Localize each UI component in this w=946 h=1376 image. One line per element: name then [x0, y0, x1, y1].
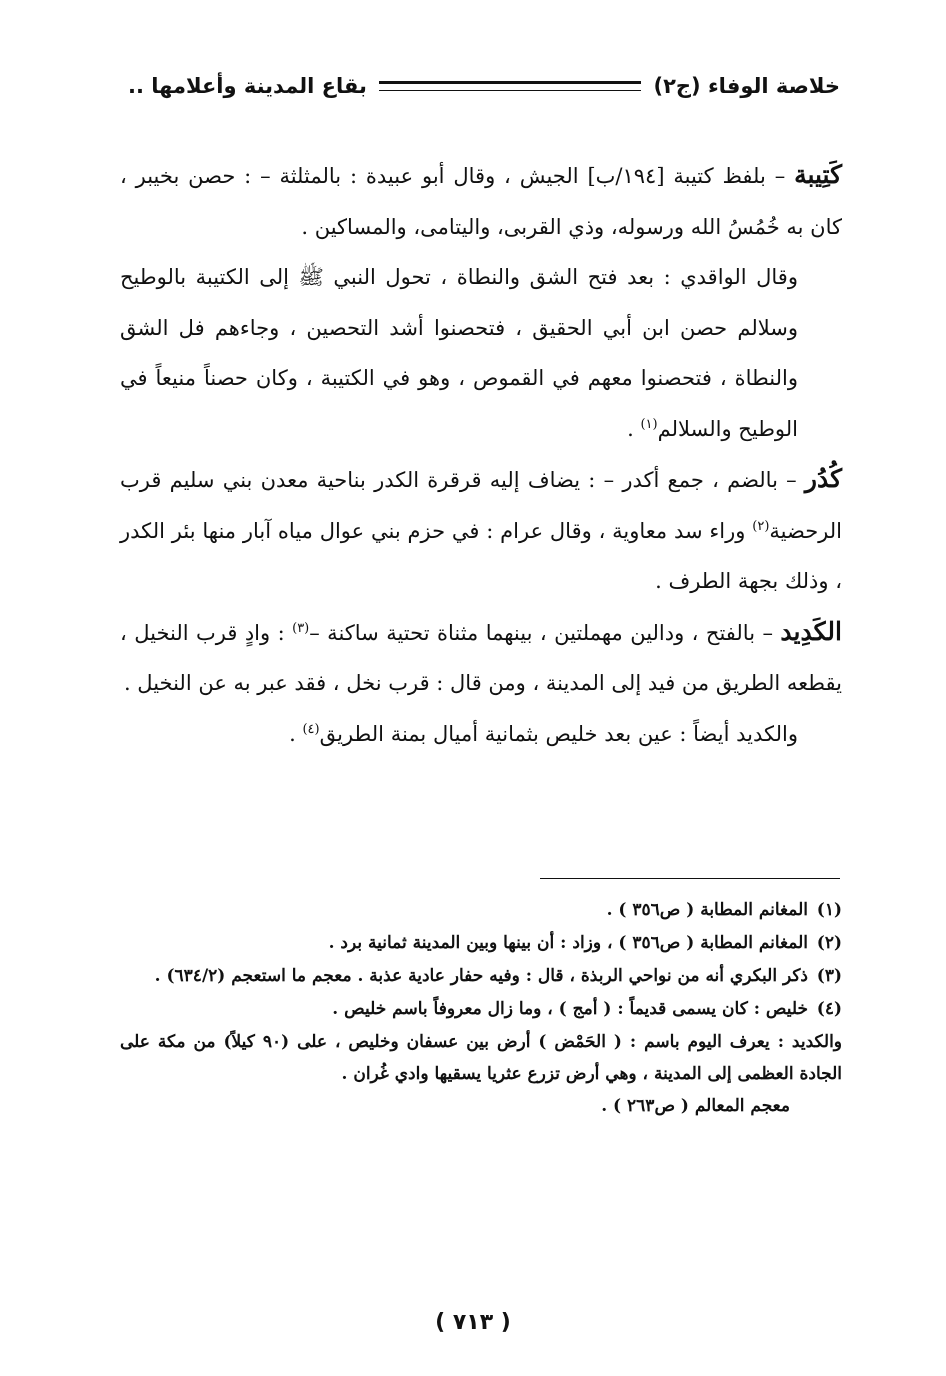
entry-text: – بالفتح ، ودالين مهملتين ، بينهما مثناة تحتية ساكنة – — [309, 620, 781, 645]
footnote-2 — [120, 927, 842, 959]
footnote-body — [120, 927, 808, 959]
footnote-4-continued — [120, 1026, 842, 1122]
footnote-line: المغانم المطابة ( ص٣٥٦ ) . — [606, 900, 808, 920]
paragraph-waqidi — [120, 252, 842, 454]
paragraph-text: والكديد أيضاً : عين بعد خليص بثمانية أميال بمنة الطريق — [319, 721, 798, 746]
footnote-3 — [120, 960, 842, 992]
page-number: ( ٧١٣ ) — [435, 1310, 511, 1335]
paragraph-text: وقال الواقدي : بعد فتح الشق والنطاة ، تحول النبي ﷺ إلى الكتيبة بالوطيح وسلالم حصن ابن أبي الحقيق ، فتحصنوا أشد التحصين ، وجاءهم فل الشق والنطاة ، فتحصنوا معهم في القموص ، وهو في الكتيبة ، وكان حصناً منيعاً في الوطيح والسلالم — [120, 265, 798, 441]
footnote-number: (٤) — [816, 999, 842, 1019]
footnote-ref[interactable]: (١) — [640, 416, 658, 432]
paragraph-end: . — [627, 416, 641, 441]
entry-text: – بالضم ، جمع أكدر – : يضاف إليه قرقرة الكدر بناحية معدن بني سليم قرب الرحضية — [120, 468, 842, 543]
footnote-body — [120, 894, 808, 926]
entry-katiba — [120, 150, 842, 252]
entry-text-cont: : وادٍ قرب النخيل ، يقطعه الطريق من فيد إلى المدينة ، ومن قال : قرب نخل ، فقد عبر به عن النخيل . — [120, 620, 842, 695]
entry-text-cont: وراء سد معاوية ، وقال عرام : في حزم بني عوال مياه آبار منها بئر الكدر ، وذلك بجهة الطرف . — [120, 518, 842, 593]
entry-text: – بلفظ كتيبة [١٩٤/ب] الجيش ، وقال أبو عبيدة : بالمثلثة – : حصن بخيبر ، كان به خُمُسُ الله ورسوله، وذي القربى، واليتامى، والمساكين . — [120, 164, 842, 239]
footnote-ref[interactable]: (٤) — [302, 721, 320, 737]
footnote-body — [120, 1026, 842, 1122]
paragraph-end: . — [289, 721, 303, 746]
paragraph-kadid-also — [120, 709, 842, 760]
footnote-1 — [120, 894, 842, 926]
footnote-line: ذكر البكري أنه من نواحي الربذة ، قال : وفيه حفار عادية عذبة . معجم ما استعجم (٦٣٤/٢) . — [154, 966, 808, 986]
entry-kadid — [120, 607, 842, 709]
footnote-number: (٢) — [816, 933, 842, 953]
footnote-source: معجم المعالم ( ص٢٦٣ ) . — [601, 1096, 790, 1116]
footnote-ref[interactable]: (٣) — [292, 620, 310, 636]
section-title: بقاع المدينة وأعلامها .. — [128, 74, 367, 98]
running-header — [128, 66, 840, 106]
entry-headword: كُدُر — [804, 464, 842, 493]
footnote-separator — [540, 878, 840, 879]
footnotes — [120, 894, 842, 1123]
entry-kudur — [120, 454, 842, 607]
footnote-line: والكديد : يعرف اليوم باسم : ( الحَمْض ) أرض بين عسفان وخليص ، على (٩٠ كيلاً) من مكة على الجادة العظمى إلى المدينة ، وهي أرض تزرع عثريا يسقيها وادي غُران . — [120, 1032, 843, 1084]
footnote-ref[interactable]: (٢) — [752, 518, 770, 534]
footnote-body — [120, 993, 808, 1025]
footnote-line: خليص : كان يسمى قديماً : ( أمج ) ، وما زال معروفاً باسم خليص . — [332, 999, 808, 1019]
footnote-number: (١) — [816, 900, 842, 920]
entry-headword: الكَدِيد — [780, 616, 842, 646]
footnote-number: (٣) — [816, 966, 842, 986]
book-title: خلاصة الوفاء (ج٢) — [653, 74, 840, 98]
header-rule — [379, 81, 642, 91]
footnote-4 — [120, 993, 842, 1025]
main-text — [120, 150, 842, 759]
entry-headword: كَتِيبة — [794, 160, 842, 189]
footnote-body — [120, 960, 808, 992]
footnote-line: المغانم المطابة ( ص٣٥٦ ) ، وزاد : أن بينها وبين المدينة ثمانية برد . — [328, 933, 808, 953]
